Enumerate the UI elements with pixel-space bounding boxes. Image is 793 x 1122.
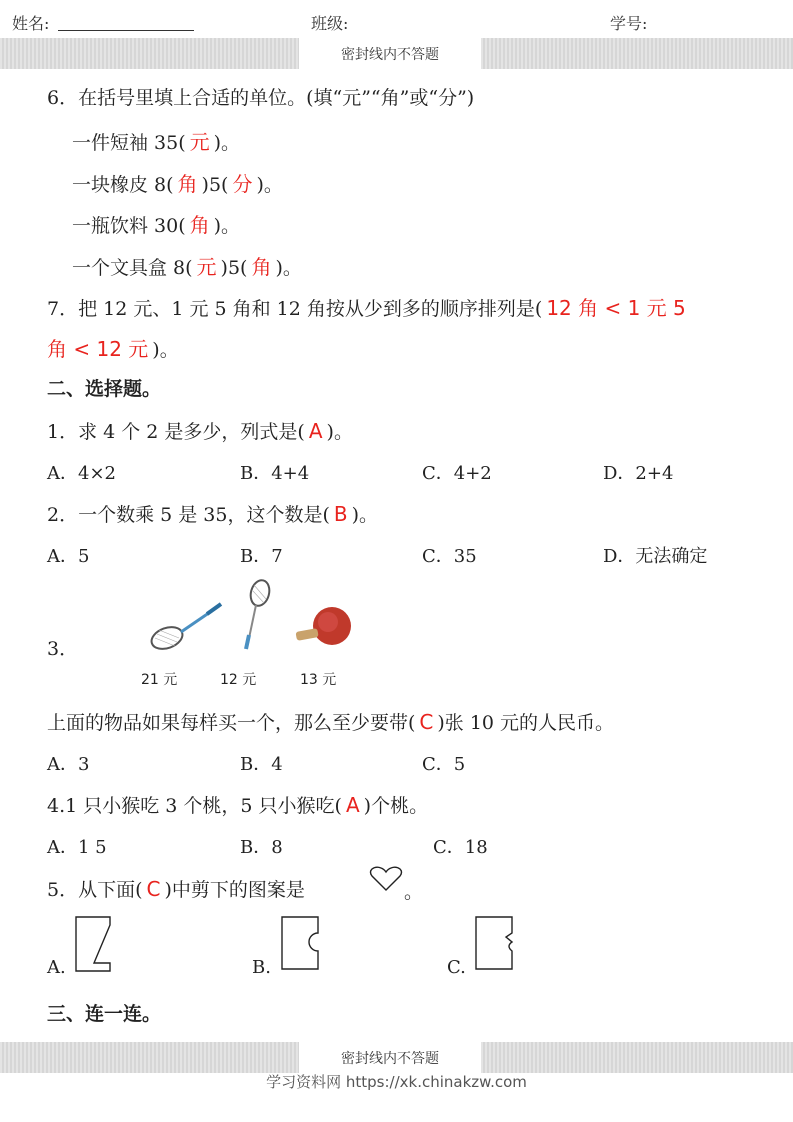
folded-paper-shape-c-icon [472, 913, 516, 973]
answer: 角 [251, 255, 272, 279]
answer: A [345, 793, 360, 817]
name-blank-line[interactable] [58, 30, 194, 31]
choice-2-option-b: B．7 [240, 546, 283, 567]
seal-text-top: 密封线内不答题 [299, 38, 481, 69]
choice-1-option-a: A．4×2 [47, 463, 116, 484]
answer: 元 [189, 130, 210, 154]
ping-pong-paddle-icon [292, 604, 358, 652]
section-2-heading: 二、选择题。 [47, 378, 162, 400]
heart-outline-icon [369, 866, 403, 892]
choice-2-option-c: C．35 [422, 546, 477, 567]
choice-3-number: 3． [47, 638, 79, 660]
choice-4-question: 4.1 只小猴吃 3 个桃，5 只小猴吃( A )个桃。 [47, 793, 429, 817]
choice-4-option-c: C．18 [433, 837, 488, 858]
answer: A [308, 419, 323, 443]
choice-3-option-b: B．4 [240, 754, 283, 775]
answer: B [333, 502, 348, 526]
q6-line-4: 一个文具盒 8( 元 )5( 角 )。 [72, 255, 302, 279]
answer: 角 < 12 元 [47, 337, 149, 361]
source-footer[interactable]: 学习资料网 https://xk.chinakzw.com [266, 1073, 527, 1091]
q6-line-2: 一块橡皮 8( 角 )5( 分 )。 [72, 172, 283, 196]
choice-3-option-c: C．5 [422, 754, 466, 775]
choice-4-option-b: B．8 [240, 837, 283, 858]
q6-line-1: 一件短袖 35( 元 )。 [72, 130, 241, 154]
q7-line-1: 7．把 12 元、1 元 5 角和 12 角按从少到多的顺序排列是( 12 角 < 1 元 5 [47, 292, 690, 321]
student-id-label: 学号: [610, 14, 648, 33]
answer: 元 [196, 255, 217, 279]
seal-band-top [0, 38, 793, 69]
choice-1-question: 1．求 4 个 2 是多少，列式是( A )。 [47, 419, 353, 443]
choice-5-end: 。 [404, 881, 424, 903]
choice-5-option-b-label: B. [252, 957, 271, 978]
choice-1-option-d: D．2+4 [603, 463, 674, 484]
price-label-tennis: 21 元 [141, 672, 178, 688]
class-label: 班级: [311, 14, 349, 33]
choice-1-option-b: B．4+4 [240, 463, 310, 484]
price-label-pingpong: 13 元 [300, 672, 337, 688]
answer: 角 [189, 213, 210, 237]
answer: C [419, 710, 434, 734]
choice-5-option-c-label: C. [447, 957, 466, 978]
choice-3-option-a: A．3 [47, 754, 90, 775]
tennis-racket-icon [145, 598, 225, 658]
q6-title: 6．在括号里填上合适的单位。(填“元”“角”或“分”) [47, 87, 475, 109]
choice-4-option-a: A．1 5 [47, 837, 107, 858]
choice-2-option-d: D．无法确定 [603, 546, 708, 567]
choice-3-question: 上面的物品如果每样买一个，那么至少要带( C )张 10 元的人民币。 [47, 710, 615, 734]
choice-2-option-a: A．5 [47, 546, 90, 567]
section-3-heading: 三、连一连。 [47, 1003, 162, 1025]
folded-paper-shape-b-icon [278, 913, 322, 973]
seal-band-bottom [0, 1042, 793, 1073]
choice-1-option-c: C．4+2 [422, 463, 492, 484]
folded-paper-shape-a-icon [72, 915, 114, 973]
q6-line-3: 一瓶饮料 30( 角 )。 [72, 213, 241, 237]
seal-text-bottom: 密封线内不答题 [299, 1042, 481, 1073]
choice-5-option-a-label: A. [47, 957, 66, 978]
q7-line-2: 角 < 12 元 )。 [47, 337, 179, 361]
answer: 分 [232, 172, 253, 196]
choice-5-question: 5．从下面( C )中剪下的图案是 [47, 877, 305, 901]
name-label: 姓名: [12, 14, 50, 33]
choice-2-question: 2．一个数乘 5 是 35，这个数是( B )。 [47, 502, 379, 526]
answer: C [146, 877, 161, 901]
badminton-racket-icon [238, 577, 274, 653]
answer: 角 [177, 172, 198, 196]
price-label-badminton: 12 元 [220, 672, 257, 688]
answer: 12 角 < 1 元 5 [546, 296, 686, 320]
